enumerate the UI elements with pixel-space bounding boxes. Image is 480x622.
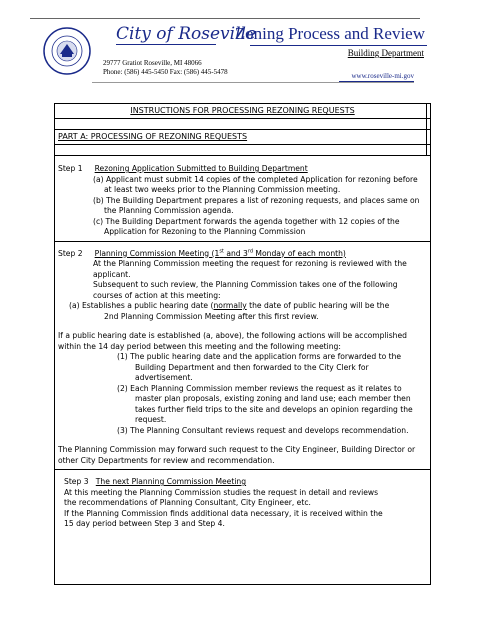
step1-heading-line <box>58 164 428 175</box>
instructions-box <box>54 103 431 585</box>
address-block <box>103 59 228 77</box>
forward-para-cont: other City Departments for review and recommendation. <box>58 455 275 465</box>
step2-heading: Planning Commission Meeting (1st and 3rd Monday of each month) <box>94 247 346 258</box>
website-link[interactable]: www.roseville-mi.gov <box>351 72 414 80</box>
step3-label: Step 3 <box>64 477 89 486</box>
action-item-2-cont: request. <box>135 415 167 424</box>
step1-heading: Rezoning Application Submitted to Building Department <box>94 164 308 173</box>
department-name: Building Department <box>347 48 424 58</box>
phone-line: Phone: (586) 445-5450 Fax: (586) 445-5478 <box>103 68 228 76</box>
step1-item-b: (b) The Building Department prepares a list of rezoning requests, and places same on <box>93 195 420 205</box>
hearing-para: If a public hearing date is established (a, above), the following actions will be accomplished <box>58 331 407 340</box>
step3-line: 15 day period between Step 3 and Step 4. <box>64 519 225 528</box>
city-name-underline <box>116 44 216 45</box>
action-item-3: (3) The Planning Consultant reviews request and develops recommendation. <box>117 425 409 435</box>
step1-item-a: (a) Applicant must submit 14 copies of the completed Application for rezoning before <box>93 174 418 184</box>
step1-item-c: (c) The Building Department forwards the agenda together with 12 copies of the <box>93 216 400 226</box>
address-line: 29777 Gratiot Roseville, MI 48066 <box>103 59 202 67</box>
action-item-1: (1) The public hearing date and the application forms are forwarded to the <box>117 352 402 361</box>
spacer-row <box>55 119 430 130</box>
action-item-2: (2) Each Planning Commission member reviews the request as it relates to <box>117 383 402 393</box>
step1-label: Step 1 <box>58 164 83 173</box>
header-rule <box>92 82 414 83</box>
step3-line: the recommendations of Planning Consultant, City Engineer, etc. <box>64 498 311 507</box>
action-item-2-cont: master plan proposals, existing zoning and land use; each member then <box>135 394 411 403</box>
step3-line: At this meeting the Planning Commission studies the request in detail and reviews <box>64 487 379 497</box>
step2-item-a-cont: 2nd Planning Commission Meeting after this first review. <box>104 311 319 321</box>
steps-content <box>58 164 428 530</box>
hearing-para-cont: within the 14 day period between this meeting and the following meeting: <box>58 341 341 351</box>
step2-para1-cont: applicant. <box>93 269 131 279</box>
part-title: PART A: PROCESSING OF REZONING REQUESTS <box>58 132 248 141</box>
step2-para2: Subsequent to such review, the Planning Commission takes one of the following <box>93 280 398 289</box>
spacer <box>58 322 428 331</box>
step2-item-a: (a) Establishes a public hearing date (normally the date of public hearing will be the <box>69 301 390 310</box>
title-underline <box>250 45 427 46</box>
document-title: Zoning Process and Review <box>234 24 425 43</box>
step1-item-b-cont: the Planning Commission agenda. <box>104 206 234 215</box>
step2-label: Step 2 <box>58 248 83 258</box>
step3-heading-line <box>58 477 428 488</box>
step1-item-a-cont: at least two weeks prior to the Planning Commission meeting. <box>104 185 341 194</box>
step2-heading-line <box>58 249 428 260</box>
step-divider <box>55 241 430 242</box>
forward-para: The Planning Commission may forward such request to the City Engineer, Building Director or <box>58 445 416 454</box>
action-item-1-cont: advertisement. <box>135 373 193 382</box>
step2-para1: At the Planning Commission meeting the request for rezoning is reviewed with the <box>93 259 407 268</box>
city-name: City of Roseville <box>116 24 257 44</box>
step-divider <box>55 469 430 470</box>
top-rule <box>30 18 420 19</box>
city-seal-icon <box>42 26 92 76</box>
step3-heading: The next Planning Commission Meeting <box>95 477 247 486</box>
step1-item-c-cont: Application for Rezoning to the Planning Commission <box>104 227 306 236</box>
spacer-row <box>55 145 430 156</box>
action-item-1-cont: Building Department and then forwarded to the City Clerk for <box>135 362 369 372</box>
action-item-2-cont: takes further field trips to the site and develops an opinion regarding the <box>135 404 413 414</box>
section-title: INSTRUCTIONS FOR PROCESSING REZONING REQUESTS <box>130 106 355 115</box>
step2-para2-cont: courses of action at this meeting: <box>93 290 221 300</box>
step3-line: If the Planning Commission finds additional data necessary, it is received within the <box>64 508 383 518</box>
spacer <box>58 436 428 445</box>
